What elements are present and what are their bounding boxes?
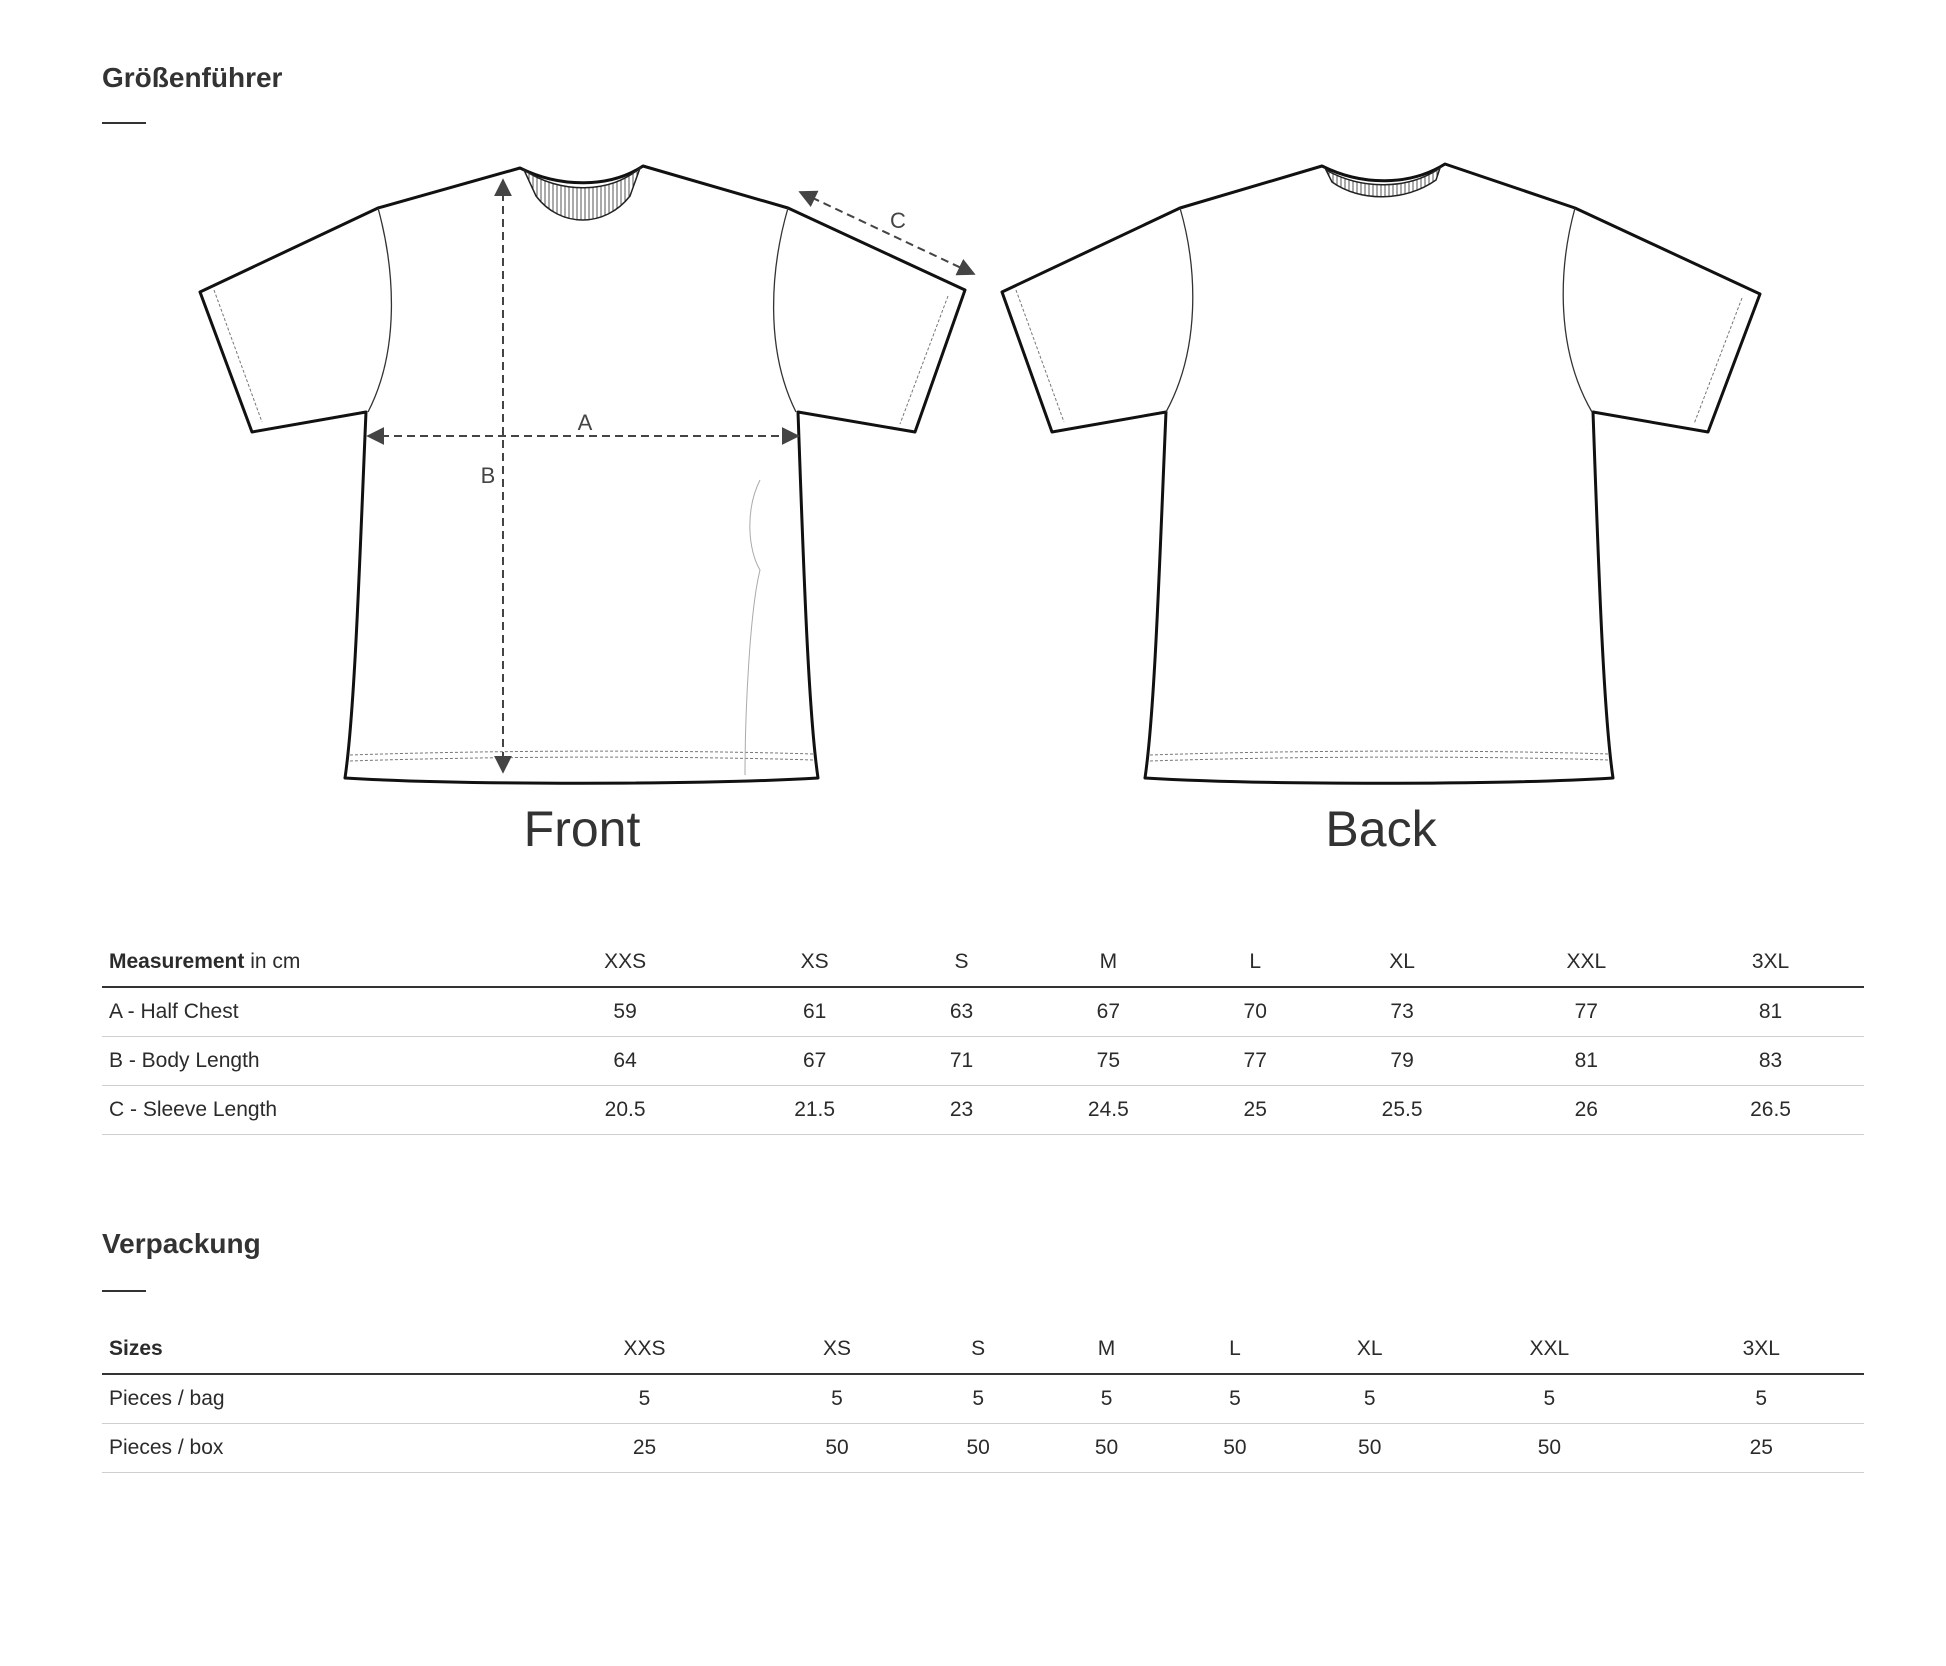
size-header: XXS [623,1337,666,1360]
row-label: B - Body Length [109,1049,260,1072]
marker-b: B [480,463,496,488]
cell-value: 75 [1096,1049,1121,1072]
cell-value: 5 [1229,1387,1241,1410]
cell-value: 5 [1363,1387,1376,1410]
cell-value: 26 [1574,1098,1598,1121]
row-label: Pieces / bag [109,1387,225,1410]
back-view-label: Back [1325,801,1437,857]
cell-value: 67 [802,1049,827,1072]
sizes-header [102,1325,529,1374]
size-chart-table [102,938,1864,1135]
cell-value: 73 [1390,1000,1414,1023]
cell-value: 25 [1243,1098,1267,1121]
size-header: XXL [1529,1337,1570,1360]
cell-value: 21.5 [794,1098,836,1121]
back-shirt-drawing [1002,164,1760,783]
table-header-row [102,1325,1864,1374]
cell-value: 50 [1223,1436,1247,1459]
cell-value: 77 [1574,1000,1598,1023]
cell-value: 5 [638,1387,651,1410]
table-row [102,1086,1864,1135]
size-header: XXL [1566,950,1607,973]
cell-value: 63 [949,1000,974,1023]
packaging-table [102,1325,1864,1473]
measurement-header-unit: in cm [244,950,301,973]
row-label: Pieces / box [109,1436,224,1459]
size-header: XL [1356,1337,1383,1360]
cell-value: 83 [1758,1049,1783,1072]
marker-c: C [890,208,906,233]
cell-value: 81 [1758,1000,1783,1023]
size-header: 3XL [1742,1337,1780,1360]
tshirt-technical-drawing [0,150,1946,790]
cell-value: 5 [972,1387,985,1410]
cell-value: 5 [1100,1387,1113,1410]
measurement-header [102,938,529,987]
row-label: A - Half Chest [109,1000,239,1023]
cell-value: 5 [1543,1387,1556,1410]
front-view-label: Front [523,801,641,857]
size-header: M [1099,950,1118,973]
cell-value: 81 [1574,1049,1598,1072]
cell-value: 50 [966,1436,990,1459]
cell-value: 26.5 [1750,1098,1791,1121]
size-header: L [1249,950,1262,973]
cell-value: 25.5 [1381,1098,1423,1121]
size-header: XL [1389,950,1415,973]
size-header: 3XL [1751,950,1790,973]
cell-value: 25 [1749,1436,1773,1459]
cell-value: 50 [825,1436,849,1459]
size-header: S [954,950,969,973]
size-header: L [1229,1337,1241,1360]
cell-value: 64 [613,1049,637,1072]
cell-value: 71 [949,1049,974,1072]
packaging-title: Verpackung [102,1228,261,1259]
table-row [102,1037,1864,1086]
row-label: C - Sleeve Length [109,1098,278,1121]
table-row [102,987,1864,1037]
cell-value: 77 [1243,1049,1267,1072]
size-header: S [971,1337,986,1360]
cell-value: 5 [831,1387,843,1410]
cell-value: 24.5 [1087,1098,1129,1121]
cell-value: 50 [1094,1436,1119,1459]
sizes-header-label: Sizes [109,1337,163,1360]
cell-value: 79 [1390,1049,1414,1072]
cell-value: 23 [949,1098,974,1121]
cell-value: 50 [1537,1436,1562,1459]
size-header: XXS [604,950,647,973]
cell-value: 50 [1358,1436,1382,1459]
size-header: M [1097,1337,1116,1360]
cell-value: 67 [1096,1000,1121,1023]
cell-value: 61 [802,1000,827,1023]
cell-value: 5 [1755,1387,1768,1410]
front-shirt-drawing [200,166,974,783]
marker-a: A [577,410,593,435]
size-header: XS [822,1337,851,1360]
size-guide-title-underline [102,122,146,124]
size-guide-title: Größenführer [102,62,283,93]
cell-value: 25 [632,1436,657,1459]
table-row [102,1424,1864,1473]
cell-value: 59 [613,1000,637,1023]
table-row [102,1374,1864,1424]
size-header: XS [800,950,829,973]
cell-value: 20.5 [604,1098,646,1121]
cell-value: 70 [1243,1000,1267,1023]
packaging-title-underline [102,1290,146,1292]
table-header-row [102,938,1864,987]
measurement-header-label: Measurement [109,950,245,973]
